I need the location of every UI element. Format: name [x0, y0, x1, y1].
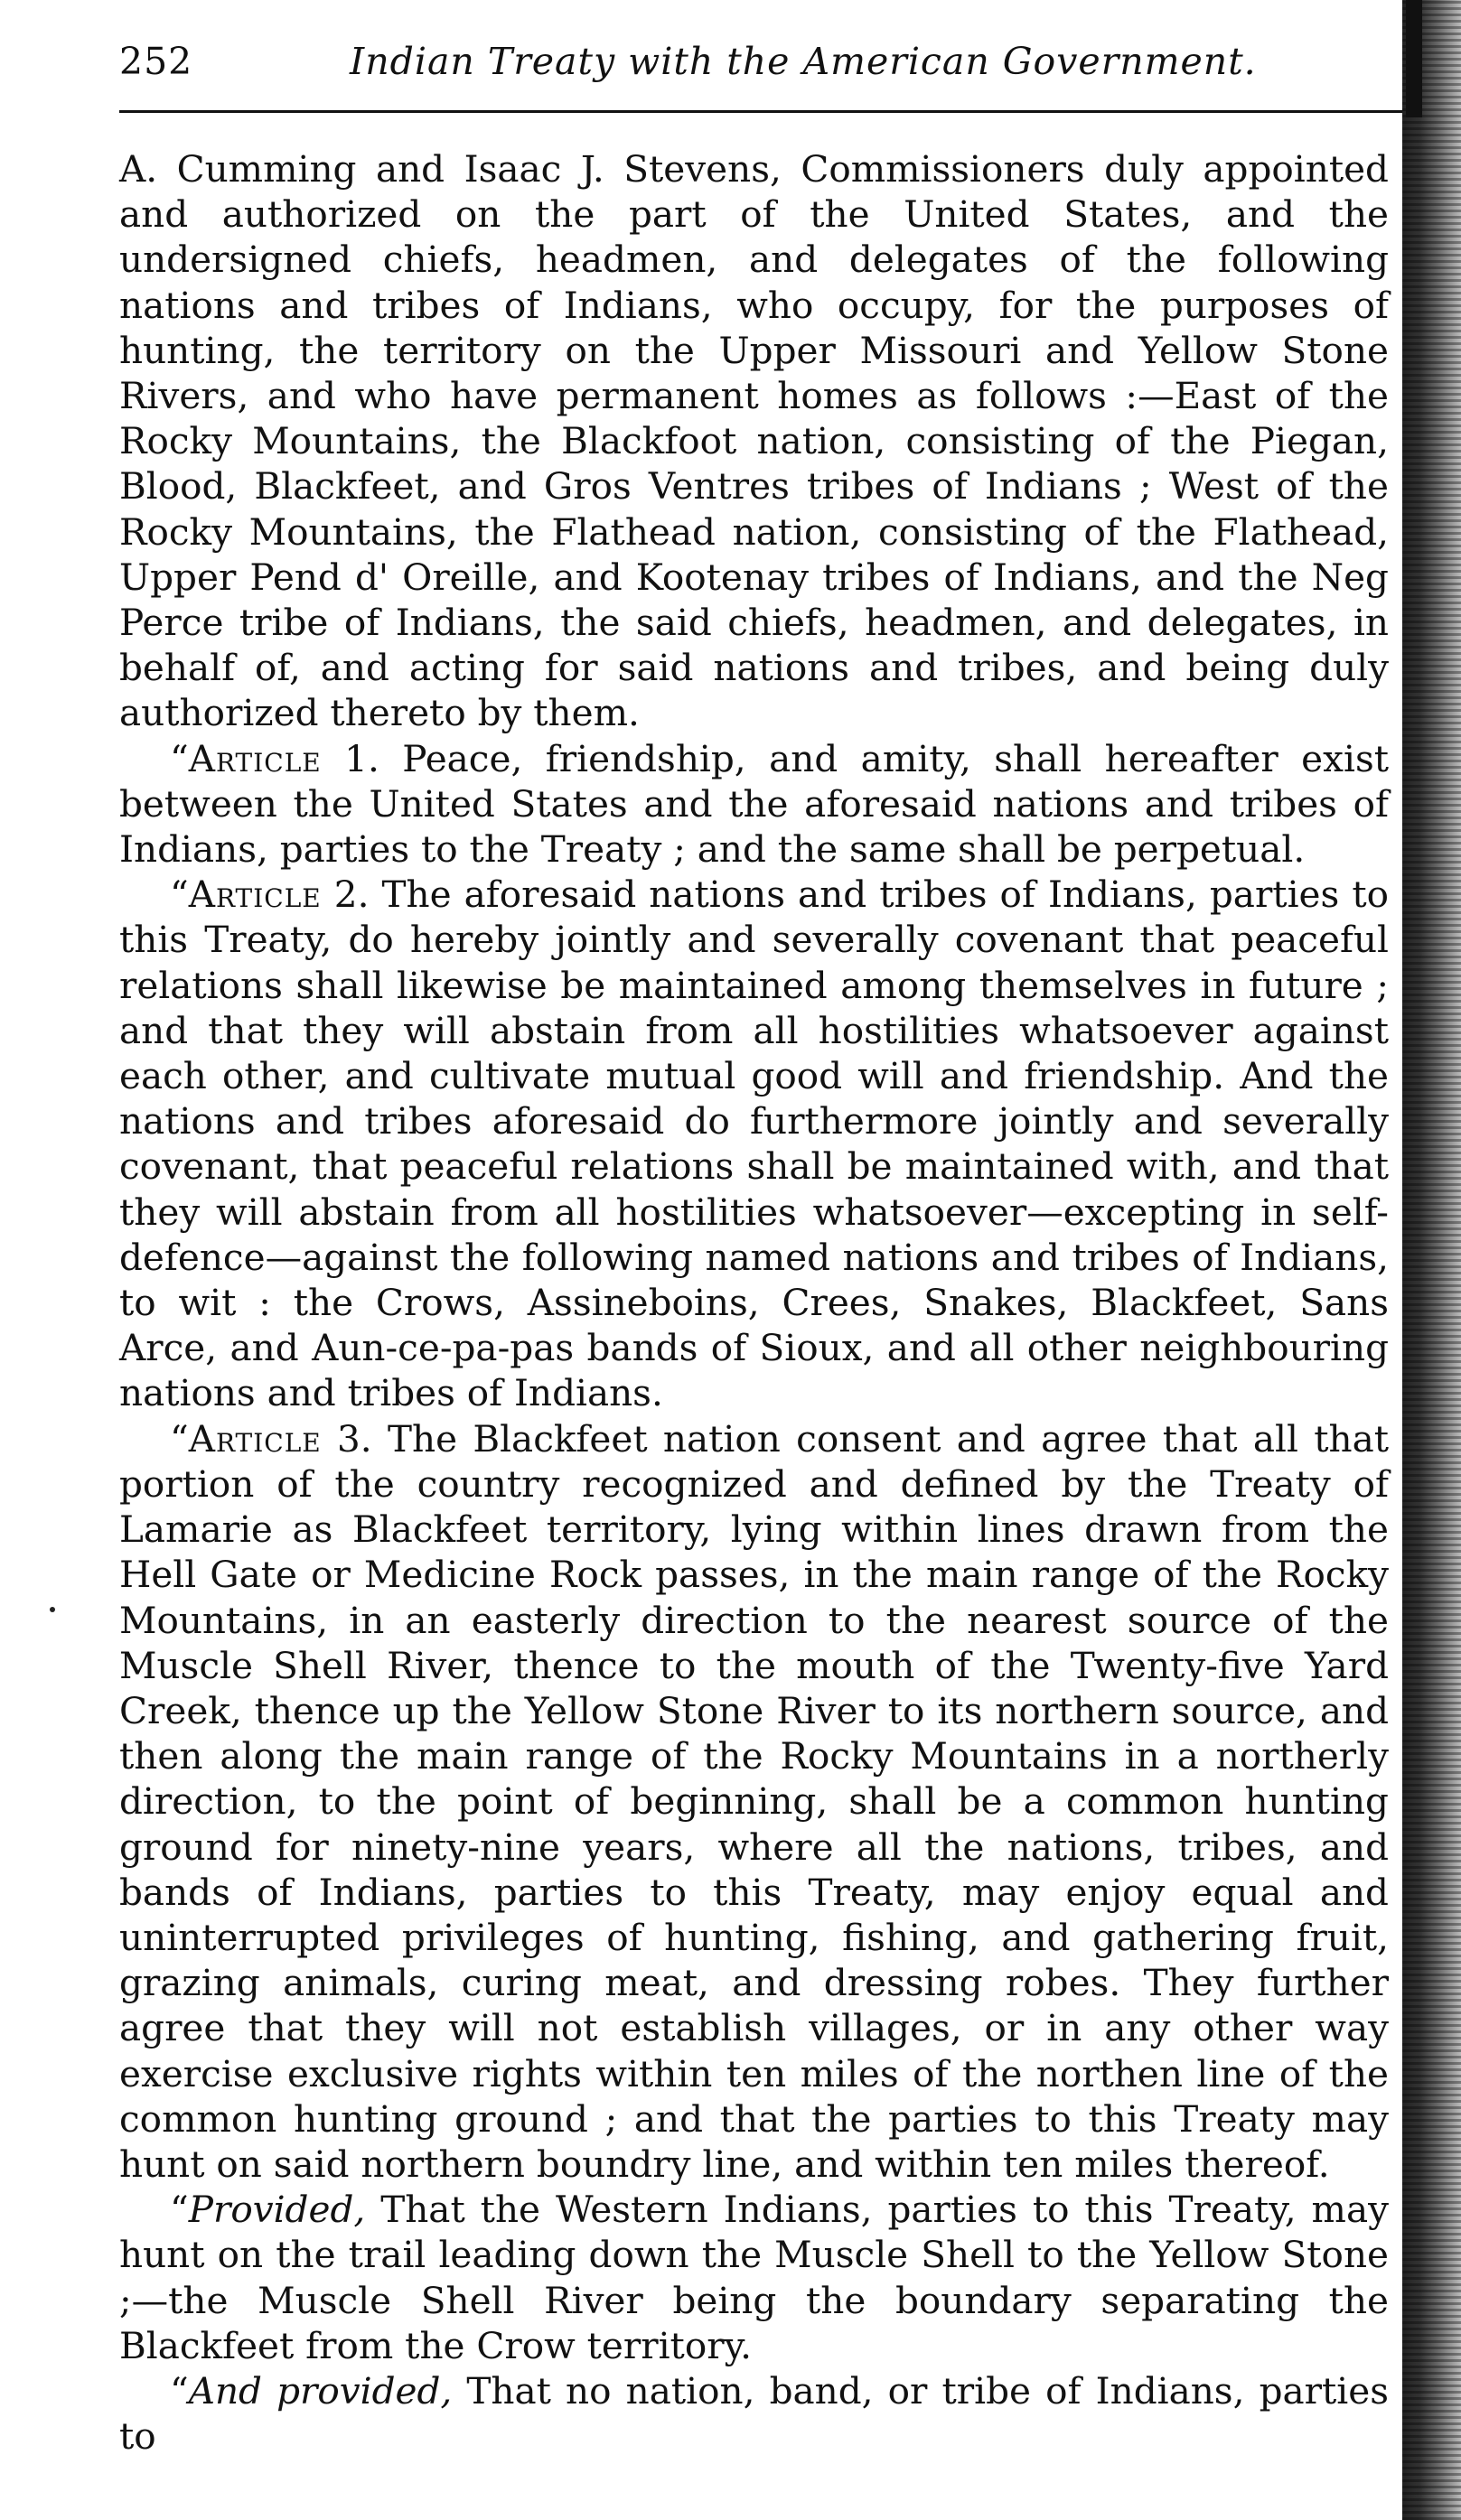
article-3-label: Article: [188, 1416, 322, 1461]
opening-paragraph: A. Cumming and Isaac J. Stevens, Commissioners duly appointed and authorized on the part of the United States, and the undersigned chiefs, headmen, and delegates of the following nations and tribes of Indians, who occupy, for the purposes of hunting, the territory on the Upper Missouri and Yellow Stone Rivers, and who have permanent homes as follows :—East of the Rocky Mountains, the Blackfoot nation, consisting of the Piegan, Blood, Blackfeet, and Gros Ventres tribes of Indians ; West of the Rocky Mountains, the Flathead nation, consisting of the Flathead, Upper Pend d' Oreille, and Kootenay tribes of Indians, and the Neg Perce tribe of Indians, the said chiefs, headmen, and delegates, in behalf of, and acting for said nations and tribes, and being duly authorized thereto by them.: [119, 147, 1389, 735]
proviso-1-italic: Provided,: [188, 2188, 366, 2232]
margin-mark: [50, 1607, 55, 1612]
proviso-2-paragraph: “And provided, That no nation, band, or tribe of Indians, parties to: [119, 2368, 1389, 2459]
running-title: Indian Treaty with the American Government.: [350, 40, 1257, 83]
binding-gutter-edge: [1406, 0, 1422, 117]
header-rule: [119, 110, 1402, 113]
page-number: 252: [119, 40, 193, 83]
article-2-paragraph: “Article 2. The aforesaid nations and tribes of Indians, parties to this Treaty, do hereby jointly and severally covenant that peaceful relations shall likewise be maintained among themselves in future ; and that they will abstain from all hostilities whatsoever against each other, and cultivate mutual good will and friendship. And the nations and tribes aforesaid do furthermore jointly and severally covenant, that peaceful relations shall be maintained with, and that they will abstain from all hostilities whatsoever—excepting in self-defence—against the following named nations and tribes of Indians, to wit : the Crows, Assineboins, Crees, Snakes, Blackfeet, Sans Arce, and Aun-ce-pa-pas bands of Sioux, and all other neighbouring nations and tribes of Indians.: [119, 873, 1389, 1415]
article-2-label: Article: [188, 873, 322, 917]
proviso-2-italic: And provided,: [188, 2368, 453, 2413]
article-3-paragraph: “Article 3. The Blackfeet nation consent and agree that all that portion of the country recognized and defined by the Treaty of Lamarie as Blackfeet territory, lying within lines drawn from the Hell Gate or Medicine Rock passes, in the main range of the Rocky Mountains, in an easterly direction to the nearest source of the Muscle Shell River, thence to the mouth of the Twenty-five Yard Creek, thence up the Yellow Stone River to its northern source, and then along the main range of the Rocky Mountains in a northerly direction, to the point of beginning, shall be a common hunting ground for ninety-nine years, where all the nations, tribes, and bands of Indians, parties to this Treaty, may enjoy equal and uninterrupted privileges of hunting, fishing, and gathering fruit, grazing animals, curing meat, and dressing robes. They further agree that they will not establish villages, or in any other way exercise exclusive rights within ten miles of the northen line of the common hunting ground ; and that the parties to this Treaty may hunt on said northern boundry line, and within ten miles thereof.: [119, 1416, 1389, 2186]
proviso-1-paragraph: “Provided, That the Western Indians, parties to this Treaty, may hunt on the trail leading down the Muscle Shell to the Yellow Stone ;—the Muscle Shell River being the boundary separating the Blackfeet from the Crow territory.: [119, 2188, 1389, 2367]
article-2-text: 2. The aforesaid nations and tribes of Indians, parties to this Treaty, do hereby jointly and severally covenant that peaceful relations shall likewise be maintained among themselves in future ; and that they will abstain from all hostilities whatsoever against each other, and cultivate mutual good will and friendship. And the nations and tribes aforesaid do furthermore jointly and severally covenant, that peaceful relations shall be maintained with, and that they will abstain from all hostilities whatsoever—excepting in self-defence—against the following named nations and tribes of Indians, to wit : the Crows, Assineboins, Crees, Snakes, Blackfeet, Sans Arce, and Aun-ce-pa-pas bands of Sioux, and all other neighbouring nations and tribes of Indians.: [119, 873, 1389, 1415]
page-header: [119, 40, 1402, 94]
article-1-paragraph: “Article 1. Peace, friendship, and amity, shall hereafter exist between the United States and the aforesaid nations and tribes of Indians, parties to the Treaty ; and the same shall be perpetual.: [119, 736, 1389, 872]
proviso-1-text: That the Western Indians, parties to this Treaty, may hunt on the trail leading down the Muscle Shell to the Yellow Stone ;—the Muscle Shell River being the boundary separating the Blackfeet from the Crow territory.: [119, 2188, 1389, 2367]
article-3-text: 3. The Blackfeet nation consent and agree that all that portion of the country recognized and defined by the Treaty of Lamarie as Blackfeet territory, lying within lines drawn from the Hell Gate or Medicine Rock passes, in the main range of the Rocky Mountains, in an easterly direction to the nearest source of the Muscle Shell River, thence to the mouth of the Twenty-five Yard Creek, thence up the Yellow Stone River to its northern source, and then along the main range of the Rocky Mountains in a northerly direction, to the point of beginning, shall be a common hunting ground for ninety-nine years, where all the nations, tribes, and bands of Indians, parties to this Treaty, may enjoy equal and uninterrupted privileges of hunting, fishing, and gathering fruit, grazing animals, curing meat, and dressing robes. They further agree that they will not establish villages, or in any other way exercise exclusive rights within ten miles of the northen line of the common hunting ground ; and that the parties to this Treaty may hunt on said northern boundry line, and within ten miles thereof.: [119, 1416, 1389, 2186]
article-1-text: 1. Peace, friendship, and amity, shall hereafter exist between the United States and the aforesaid nations and tribes of Indians, parties to the Treaty ; and the same shall be perpetual.: [119, 736, 1389, 872]
proviso-2-text: That no nation, band, or tribe of Indians, parties to: [119, 2368, 1389, 2459]
treaty-text: [119, 146, 1389, 2459]
article-1-label: Article: [188, 736, 322, 780]
binding-gutter: [1402, 0, 1461, 2520]
